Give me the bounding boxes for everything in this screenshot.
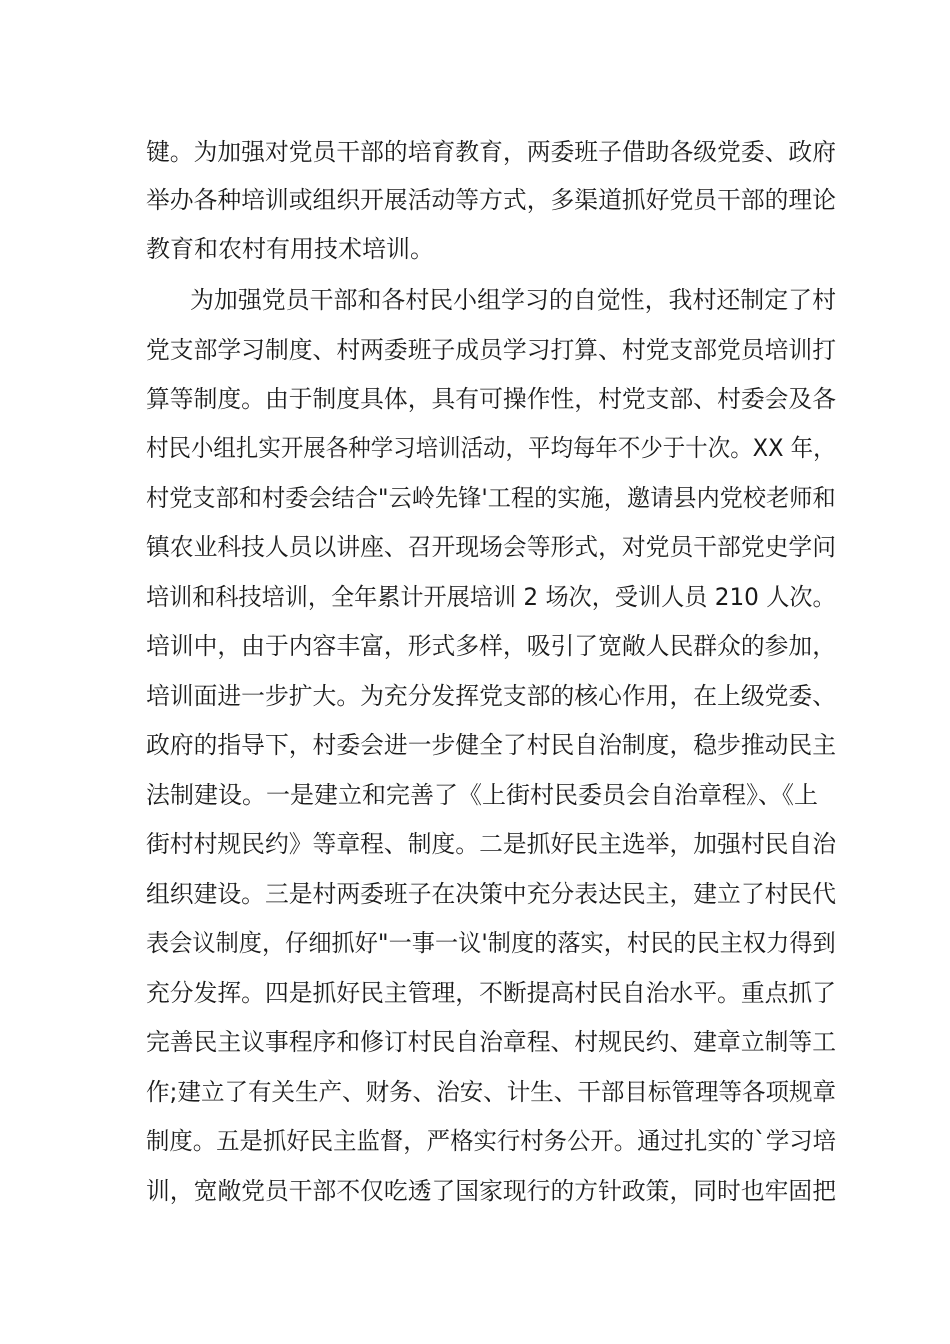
text-line: 为加强党员干部和各村民小组学习的自觉性，我村还制定了村 [190, 286, 836, 314]
text-line: 政府的指导下，村委会进一步健全了村民自治制度，稳步推动民主 [146, 731, 836, 759]
text-line: 键。为加强对党员干部的培育教育，两委班子借助各级党委、政府 [146, 138, 836, 166]
text-line: 充分发挥。四是抓好民主管理，不断提高村民自治水平。重点抓了 [146, 979, 836, 1007]
text-line: 村党支部和村委会结合"云岭先锋'工程的实施，邀请县内党校老师和 [146, 484, 836, 512]
text-line: 培训和科技培训，全年累计开展培训 2 场次，受训人员 210 人次。 [146, 583, 836, 611]
text-line: 举办各种培训或组织开展活动等方式，多渠道抓好党员干部的理论 [146, 186, 836, 214]
text-line: 街村村规民约》等章程、制度。二是抓好民主选举，加强村民自治 [146, 830, 836, 858]
text-line: 作;建立了有关生产、财务、治安、计生、干部目标管理等各项规章 [146, 1078, 837, 1106]
text-line: 村民小组扎实开展各种学习培训活动，平均每年不少于十次。XX 年， [146, 434, 836, 462]
text-line: 镇农业科技人员以讲座、召开现场会等形式，对党员干部党史学问 [146, 533, 836, 561]
text-line: 完善民主议事程序和修订村民自治章程、村规民约、建章立制等工 [146, 1028, 836, 1056]
text-line: 培训中，由于内容丰富，形式多样，吸引了宽敞人民群众的参加， [146, 632, 836, 660]
text-line: 训，宽敞党员干部不仅吃透了国家现行的方针政策，同时也牢固把 [146, 1177, 836, 1205]
text-line: 法制建设。一是建立和完善了《上街村民委员会自治章程》、《上 [146, 781, 818, 809]
text-line: 算等制度。由于制度具体，具有可操作性，村党支部、村委会及各 [146, 385, 836, 413]
text-line: 教育和农村有用技术培训。 [146, 235, 434, 263]
text-line: 培训面进一步扩大。为充分发挥党支部的核心作用，在上级党委、 [146, 682, 836, 710]
text-line: 组织建设。三是村两委班子在决策中充分表达民主，建立了村民代 [146, 880, 836, 908]
text-line: 党支部学习制度、村两委班子成员学习打算、村党支部党员培训打 [146, 336, 836, 364]
text-line: 表会议制度，仔细抓好"一事一议'制度的落实，村民的民主权力得到 [146, 929, 836, 957]
text-line: 制度。五是抓好民主监督，严格实行村务公开。通过扎实的`学习培 [146, 1127, 836, 1155]
